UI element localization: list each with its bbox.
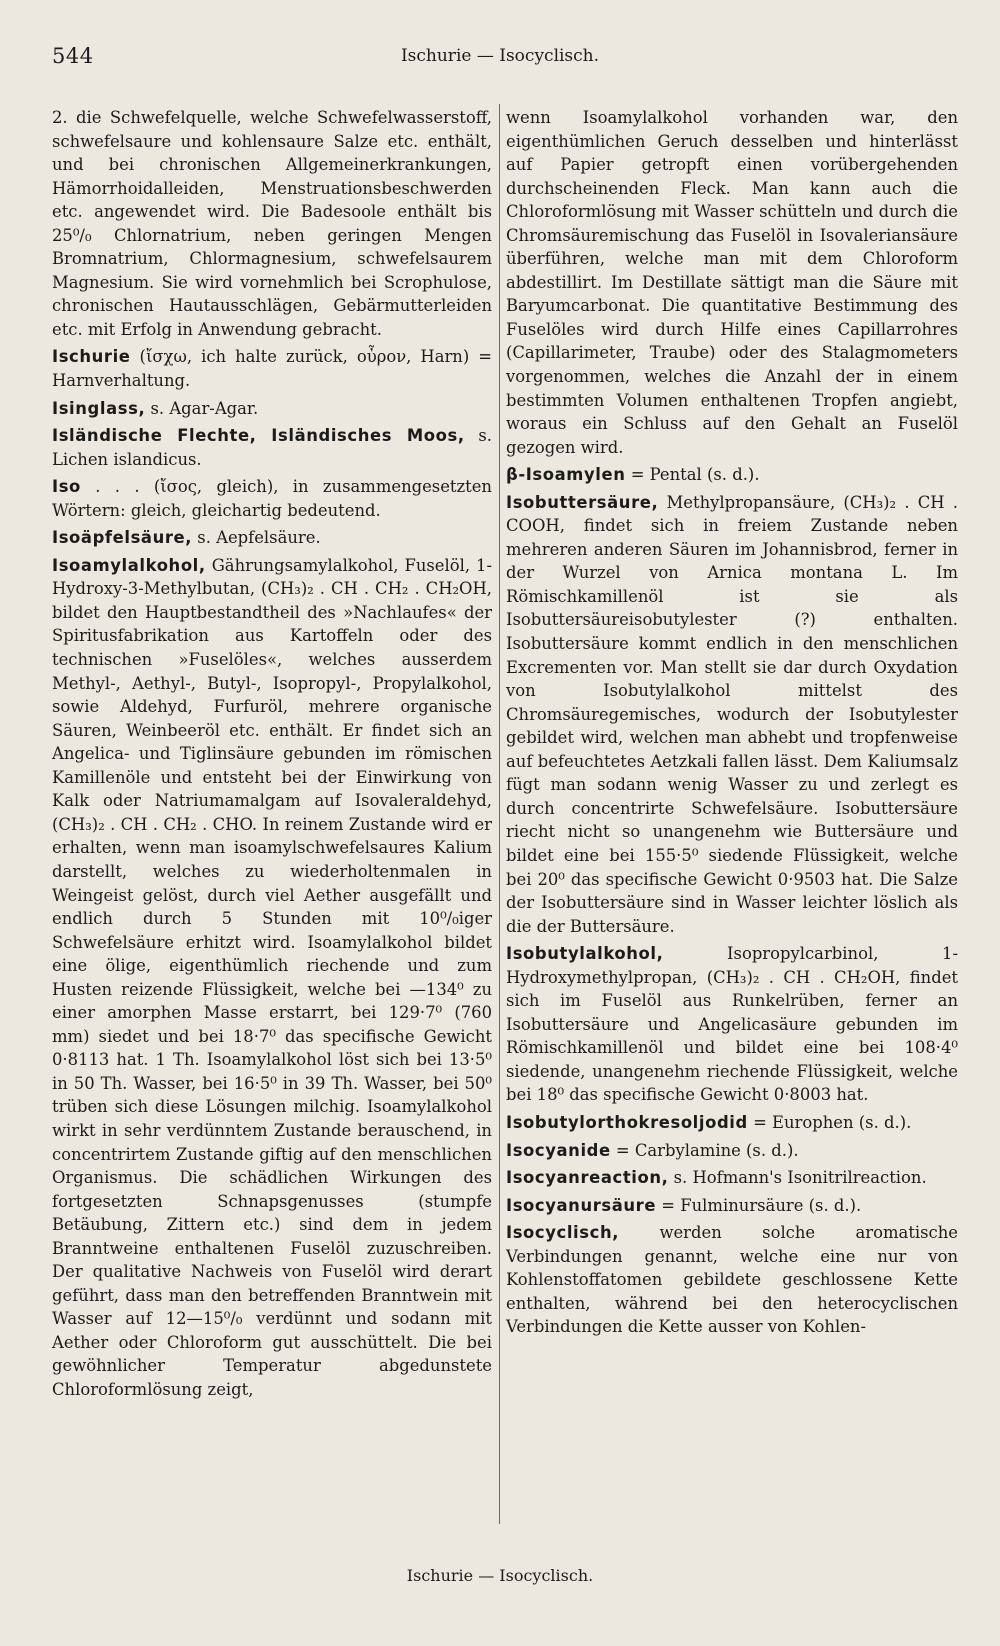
entry-text: wenn Isoamylalkohol vorhanden war, den eigenthümlichen Geruch desselben und hinterlässt auf Papier getropft einen vorübergehenden durchscheinenden Fleck. Man kann auch die Chloroformlösung mit Wasser schütteln und durch die Chromsäuremischung das Fuselöl in Isovaleriansäure überführen, welche man mit dem Chloroform abdestillirt. Im Destillate sättigt man die Säure mit Baryumcarbonat. Die quantitative Bestimmung des Fuselöles wird durch Hilfe eines Capillarrohres (Capillarimeter, Traube) oder des Stalagmometers vorgenommen, welches die Anzahl der in einem bestimmten Volumen enthaltenen Tropfen angiebt, woraus ein Schluss auf den Gehalt an Fuselöl gezogen wird. [506, 108, 958, 457]
entry-text: (ἴσχω, ich halte zurück, οὖρον, Harn) = Harnverhaltung. [52, 347, 492, 391]
entry [52, 475, 492, 522]
entry [506, 1111, 958, 1135]
column-divider [499, 104, 500, 1524]
entry-text: Isopropylcarbinol, 1-Hydroxymethylpropan, (CH₃)₂ . CH . CH₂OH, findet sich im Fuselöl aus Runkelrüben, ferner an Isobuttersäure und Angelicasäure gebunden im Römischkamillenöl und bildet eine bei 108·4⁰ siedende, unangenehm riechende Flüssigkeit, welche bei 18⁰ das specifische Gewicht 0·8003 hat. [506, 944, 958, 1105]
entry [52, 554, 492, 1402]
entry-text: = Pental (s. d.). [625, 465, 760, 485]
entry-text: = Fulminursäure (s. d.). [656, 1195, 862, 1215]
entry-text: . . . (ἴσος, gleich), in zusammengesetzten Wörtern: gleich, gleichartig bedeutend. [52, 477, 492, 520]
entry [52, 526, 492, 550]
page-footer: Ischurie — Isocyclisch. [406, 1566, 594, 1585]
right-column [506, 106, 958, 1343]
entry-lemma: Isocyanursäure [506, 1195, 657, 1215]
entry-lemma: Isoäpfelsäure, [52, 528, 193, 548]
entry-lemma: Isocyanide [506, 1140, 611, 1160]
entry-text: s. Lichen islandicus. [52, 426, 492, 469]
entry-lemma: Isinglass, [52, 398, 146, 418]
entry [506, 1221, 958, 1339]
entry-lemma: Isoamylalkohol, [52, 555, 206, 575]
entry-lemma: Ischurie [52, 347, 131, 367]
entry [52, 106, 492, 341]
entry [506, 1194, 958, 1218]
page-number: 544 [52, 44, 94, 68]
entry-text: Methylpropansäure, (CH₃)₂ . CH . COOH, findet sich in freiem Zustande neben mehreren anderen Säuren im Johannisbrod, ferner in der Wurzel von Arnica montana L. Im Römischkamillenöl ist sie als Isobuttersäureisobutylester (?) enthalten. Isobuttersäure kommt endlich in den menschlichen Excrementen vor. Man stellt sie dar durch Oxydation von Isobutylalkohol mittelst des Chromsäuregemisches, wodurch der Isobutylester gebildet wird, welchen man abhebt und tropfenweise auf befeuchtetes Aetzkali fallen lässt. Dem Kaliumsalz fügt man sodann wenig Wasser zu und zerlegt es durch concentrirte Schwefelsäure. Isobuttersäure riecht nicht so unangenehm wie Buttersäure und bildet eine bei 155·5⁰ siedende Flüssigkeit, welche bei 20⁰ das specifische Gewicht 0·9503 hat. Die Salze der Isobuttersäure sind in Wasser leichter löslich als die der Buttersäure. [506, 492, 958, 936]
entry-lemma: Iso [52, 477, 81, 497]
page-header [52, 44, 948, 74]
entry-text: 2. die Schwefelquelle, welche Schwefelwasserstoff, schwefelsaure und kohlensaure Salze etc. enthält, und bei chronischen Allgemeinerkrankungen, Hämorrhoidalleiden, Menstruationsbeschwerden etc. angewendet wird. Die Badesoole enthält bis 25⁰/₀ Chlornatrium, neben geringen Mengen Bromnatrium, Chlormagnesium, schwefelsaurem Magnesium. Sie wird vornehmlich bei Scrophulose, chronischen Hautausschlägen, Gebärmutterleiden etc. mit Erfolg in Anwendung gebracht. [52, 108, 492, 339]
entry [506, 942, 958, 1107]
entry-text: s. Hofmann's Isonitrilreaction. [668, 1168, 927, 1188]
entry-text: werden solche aromatische Verbindungen genannt, welche eine nur von Kohlenstoffatomen gebildete geschlossene Kette enthalten, während bei den heterocyclischen Verbindungen die Kette ausser von Kohlen- [506, 1223, 958, 1337]
entry [506, 491, 958, 938]
entry-lemma: Isocyanreaction, [506, 1168, 669, 1188]
entry [506, 463, 958, 487]
entry [506, 106, 958, 459]
entry [52, 345, 492, 392]
entry-text: Gährungsamylalkohol, Fuselöl, 1-Hydroxy-3-Methylbutan, (CH₃)₂ . CH . CH₂ . CH₂OH, bildet den Hauptbestandtheil des »Nachlaufes« der Spiritusfabrikation aus Kartoffeln oder des technischen »Fuselöles«, welches ausserdem Methyl-, Aethyl-, Butyl-, Isopropyl-, Propylalkohol, sowie Aldehyd, Furfuröl, mehrere organische Säuren, Weinbeeröl etc. enthält. Er findet sich an Angelica- und Tiglinsäure gebunden im römischen Kamillenöle und entsteht bei der Einwirkung von Kalk oder Natriumamalgam auf Isovaleraldehyd, (CH₃)₂ . CH . CH₂ . CHO. In reinem Zustande wird er erhalten, wenn man isoamylschwefelsaures Kalium darstellt, welches zu wiederholtenmalen in Weingeist gelöst, durch viel Aether ausgefällt und endlich durch 5 Stunden mit 10⁰/₀iger Schwefelsäure erhitzt wird. Isoamylalkohol bildet eine ölige, eigenthümlich riechende und zum Husten reizende Flüssigkeit, welche bei —134⁰ zu einer amorphen Masse erstarrt, bei 129·7⁰ (760 mm) siedet und bei 18·7⁰ das specifische Gewicht 0·8113 hat. 1 Th. Isoamylalkohol löst sich bei 13·5⁰ in 50 Th. Wasser, bei 16·5⁰ in 39 Th. Wasser, bei 50⁰ trüben sich diese Lösungen milchig. Isoamylalkohol wirkt in sehr verdünntem Zustande berauschend, in concentrirtem Zustande giftig auf den menschlichen Organismus. Die schädlichen Wirkungen des fortgesetzten Schnapsgenusses (stumpfe Betäubung, Zittern etc.) sind dem in jedem Branntweine enthaltenen Fuselöl zuzuschreiben. Der qualitative Nachweis von Fuselöl wird derart geführt, dass man den betreffenden Branntwein mit Wasser auf 12—15⁰/₀ verdünnt und sodann mit Aether oder Chloroform gut ausschüttelt. Die bei gewöhnlicher Temperatur abgedunstete Chloroformlösung zeigt, [52, 555, 492, 1399]
entry [506, 1139, 958, 1163]
entry [52, 424, 492, 471]
entry-lemma: Isländische Flechte, Isländisches Moos, [52, 426, 465, 446]
left-column [52, 106, 492, 1406]
entry-text: = Carbylamine (s. d.). [610, 1140, 799, 1160]
entry-lemma: Isobuttersäure, [506, 492, 659, 512]
entry-text: s. Aepfelsäure. [192, 528, 321, 548]
entry [506, 1166, 958, 1190]
entry-text: s. Agar-Agar. [145, 398, 259, 418]
entry-lemma: Isobutylalkohol, [506, 944, 664, 964]
entry-lemma: β-Isoamylen [506, 465, 626, 485]
entry-lemma: Isocyclisch, [506, 1223, 620, 1243]
entry-text: = Europhen (s. d.). [747, 1112, 912, 1132]
running-head: Ischurie — Isocyclisch. [400, 46, 600, 66]
entry [52, 397, 492, 421]
entry-lemma: Isobutylorthokresoljodid [506, 1112, 748, 1132]
